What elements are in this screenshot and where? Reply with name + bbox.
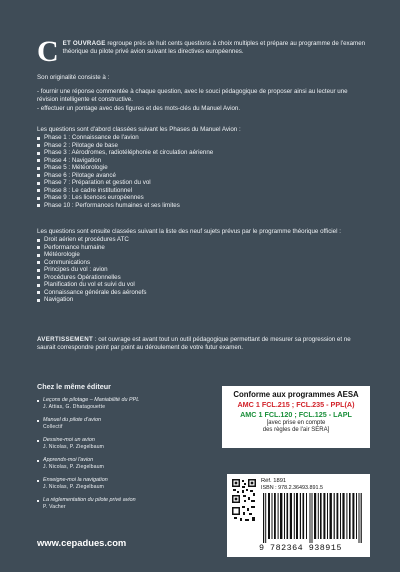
book-authors: P. Vacher <box>43 504 66 510</box>
subjects-heading: Les questions sont ensuite classées suivant la liste des neuf sujets prévus par le programme théorique officiel : <box>37 228 341 235</box>
originality-point: - effectuer un pontage avec des figures et des mots-clés du Manuel Avion. <box>37 104 241 112</box>
drop-cap: C <box>37 35 59 68</box>
barcode-icon <box>259 493 365 543</box>
book-authors: J. Nicolas, P. Ziegelbaum <box>43 444 105 450</box>
book-authors: J. Nicolas, P. Ziegelbaum <box>43 464 105 470</box>
reference-number: Réf. 1891 <box>261 478 287 484</box>
barcode-digits: 9 782364 938915 <box>259 543 342 553</box>
originality-title: Son originalité consiste à : <box>37 74 110 81</box>
subjects-list <box>37 236 367 304</box>
book-item <box>37 397 187 411</box>
phase-item: Phase 10 : Performances humaines et ses limites <box>37 202 367 210</box>
conformity-note <box>222 420 370 434</box>
book-item <box>37 497 187 511</box>
subject-item: Navigation <box>37 296 367 304</box>
intro-lead-text: regroupe près de huit cents questions à choix multiples et prépare au programme de l'examen théorique du pilote privé avion suivant les directives européennes. <box>62 40 366 56</box>
conformity-note-line: [avec prise en compte <box>266 420 326 426</box>
warning-paragraph <box>37 336 367 353</box>
phase-item: Phase 6 : Pilotage avancé <box>37 172 367 180</box>
subject-item: Météorologie <box>37 251 367 259</box>
book-title: Apprends-moi l'avion <box>43 457 94 463</box>
subject-item: Performance humaine <box>37 244 367 252</box>
book-authors: J. Nicolas, P. Ziegelbaum <box>43 484 105 490</box>
phase-item: Phase 2 : Pilotage de base <box>37 142 367 150</box>
book-item <box>37 477 187 491</box>
book-authors: Collectif <box>43 424 63 430</box>
book-title: Enseigne-moi la navigation <box>43 477 108 483</box>
book-title: La réglementation du pilote privé avion <box>43 497 136 503</box>
originality-point: - fournir une réponse commentée à chaque question, avec le souci pédagogique de proposer ainsi au lecteur une révision intelligente et constructive. <box>37 88 348 104</box>
book-title: Manuel du pilote d'avion <box>43 417 101 423</box>
phases-section <box>37 126 367 209</box>
subject-item: Procédures Opérationnelles <box>37 274 367 282</box>
isbn-number: ISBN : 978.2.36493.891.5 <box>261 485 324 491</box>
subject-item: Communications <box>37 259 367 267</box>
phase-item: Phase 8 : Le cadre institutionnel <box>37 187 367 195</box>
phase-item: Phase 9 : Les licences européennes <box>37 194 367 202</box>
phase-item: Phase 5 : Météorologie <box>37 164 367 172</box>
warning-title: AVERTISSEMENT <box>37 336 94 343</box>
publisher-book-list <box>37 397 187 517</box>
publisher-title: Chez le même éditeur <box>37 382 111 391</box>
intro-paragraph <box>37 35 367 68</box>
conformity-title: Conforme aux programmes AESA <box>233 390 359 399</box>
conformity-box <box>222 386 370 448</box>
subject-item: Droit aérien et procédures ATC <box>37 236 367 244</box>
phase-item: Phase 3 : Aérodromes, radiotéléphonie et circulation aérienne <box>37 149 367 157</box>
originality-section <box>37 74 367 113</box>
book-authors: J. Attias, G. Dhatagouette <box>43 404 106 410</box>
conformity-lapl-line: AMC 1 FCL.120 ; FCL.125 - LAPL <box>240 410 352 419</box>
book-item <box>37 457 187 471</box>
book-title: Leçons de pilotage – Maniabilité du PPL <box>43 397 140 403</box>
subject-item: Connaissance générale des aéronefs <box>37 289 367 297</box>
phases-list <box>37 134 367 209</box>
phase-item: Phase 4 : Navigation <box>37 157 367 165</box>
intro-lead-caps: ET OUVRAGE <box>62 40 106 47</box>
conformity-note-line: des règles de l'air SERA] <box>262 427 330 433</box>
barcode-panel <box>227 474 370 557</box>
subject-item: Principes du vol : avion <box>37 266 367 274</box>
phases-heading: Les questions sont d'abord classées suivant les Phases du Manuel Avion : <box>37 126 241 133</box>
warning-text: : cet ouvrage est avant tout un outil pédagogique permettant de mesurer sa progression et ne saurait correspondre point par point au déroulement de votre futur examen. <box>37 336 351 352</box>
book-item <box>37 437 187 451</box>
book-title: Dessine-moi un avion <box>43 437 95 443</box>
subject-item: Planification du vol et suivi du vol <box>37 281 367 289</box>
subjects-section <box>37 228 367 304</box>
phase-item: Phase 1 : Connaissance de l'avion <box>37 134 367 142</box>
conformity-ppl-line: AMC 1 FCL.215 ; FCL.235 - PPL(A) <box>237 400 355 409</box>
book-item <box>37 417 187 431</box>
phase-item: Phase 7 : Préparation et gestion du vol <box>37 179 367 187</box>
qr-code-icon <box>231 478 257 524</box>
publisher-url[interactable]: www.cepadues.com <box>37 537 127 548</box>
